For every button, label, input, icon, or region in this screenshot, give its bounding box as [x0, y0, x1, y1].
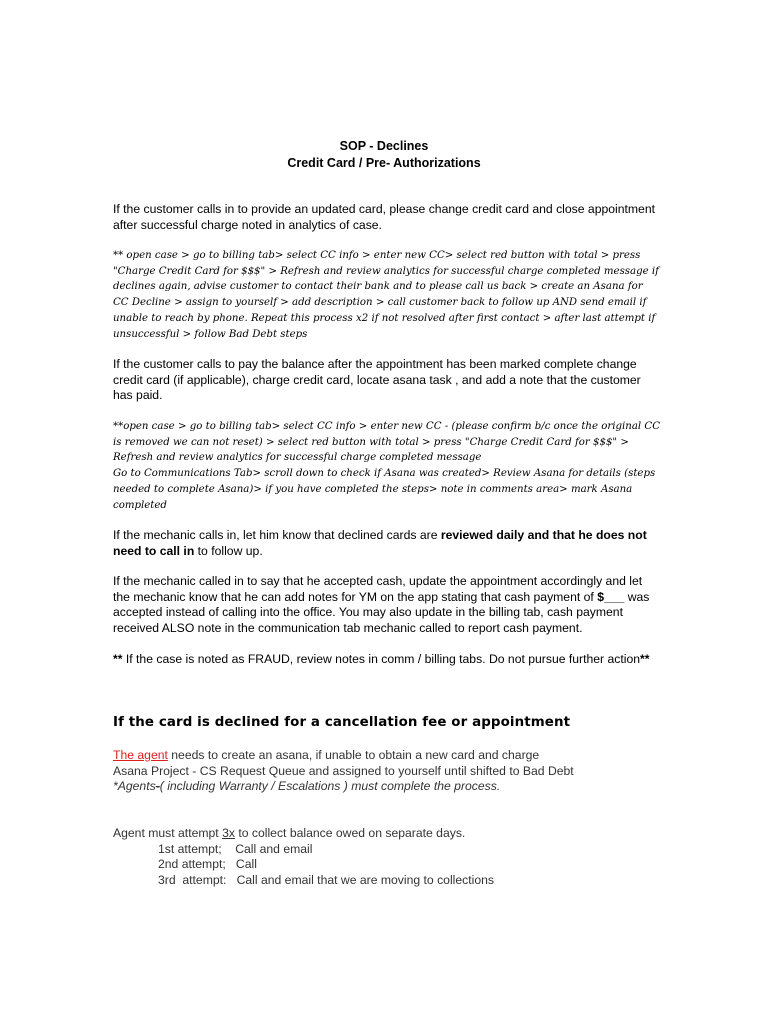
- paragraph-fraud: [113, 652, 658, 668]
- attempt-item: 1st attempt; Call and email: [158, 841, 313, 856]
- paragraph-agent: [113, 748, 658, 795]
- attempt-item: 3rd attempt: Call and email that we are moving to collections: [158, 872, 494, 887]
- agent-link[interactable]: The agent: [113, 748, 168, 762]
- asana-project-line: Asana Project - CS Request Queue and assigned to yourself until shifted to Bad Debt: [113, 763, 574, 778]
- mechanic-cash-text: If the mechanic called in to say that he accepted cash, update the appointment accordingly and let the mechanic know that he can add notes for YM on the app stating that cash payment of: [113, 574, 643, 604]
- steps-pay-balance-billing: **open case > go to billing tab> select CC info > enter new CC - (please confirm b/c once the original CC is removed we can not reset) > select red button with total > press "Charge Credit Card for $$$" > Refresh and review analytics for successful charge completed message: [113, 421, 661, 464]
- mechanic-cash-amount: $___: [597, 589, 625, 604]
- paragraph-updated-card: If the customer calls in to provide an updated card, please change credit card and close appointment after successful charge noted in analytics of case.: [113, 202, 655, 232]
- fraud-marker-start: **: [113, 652, 123, 666]
- paragraph-mechanic-cash: [113, 574, 658, 636]
- mechanic-calls-bold: reviewed daily and that he does not need to call in: [113, 528, 647, 558]
- fraud-text: If the case is noted as FRAUD, review notes in comm / billing tabs. Do not pursue further action: [122, 652, 641, 666]
- attempt-intro: Agent must attempt 3x to collect balance owed on separate days.: [113, 826, 466, 840]
- section-heading-cancellation: If the card is declined for a cancellation fee or appointment: [113, 715, 571, 730]
- mechanic-calls-text: If the mechanic calls in, let him know that declined cards are: [113, 528, 441, 542]
- mechanic-cash-end: was accepted instead of calling into the office. You may also update in the billing tab, cash payment received ALSO note in the communication tab mechanic called to report cash payment.: [113, 589, 650, 635]
- steps-updated-card: ** open case > go to billing tab> select CC info > enter new CC> select red button with total > press "Charge Credit Card for $$$" > Refresh and review analytics for successful charge completed message if declines again, advise customer to contact their bank and to please call us back > create an Asana for CC Decline > assign to yourself > add description > call customer back to follow up AND send email if unable to reach by phone. Repeat this process x2 if not resolved after first contact > after last attempt if unsuccessful > follow Bad Debt steps: [113, 250, 659, 340]
- attempt-item: 2nd attempt; Call: [158, 857, 257, 872]
- mechanic-calls-end: to follow up.: [194, 543, 263, 558]
- agent-text: needs to create an asana, if unable to obtain a new card and charge: [167, 748, 540, 762]
- paragraph-pay-balance: If the customer calls to pay the balance after the appointment has been marked complete change credit card (if applicable), charge credit card, locate asana task , and add a note that the customer has paid.: [113, 357, 641, 403]
- paragraph-mechanic-calls: [113, 528, 658, 559]
- steps-pay-balance-communications: Go to Communications Tab> scroll down to check if Asana was created> Review Asana for details (steps needed to complete Asana)> if you have completed the steps> note in comments area> mark Asana completed: [113, 468, 656, 511]
- fraud-marker-end: **: [640, 652, 650, 666]
- attempts-block: [113, 826, 658, 888]
- document-subtitle: Credit Card / Pre- Authorizations: [287, 156, 481, 170]
- steps-pay-balance: [113, 419, 661, 513]
- document-title: SOP - Declines: [339, 139, 429, 153]
- agents-note: *Agents-( including Warranty / Escalations ) must complete the process.: [113, 779, 501, 794]
